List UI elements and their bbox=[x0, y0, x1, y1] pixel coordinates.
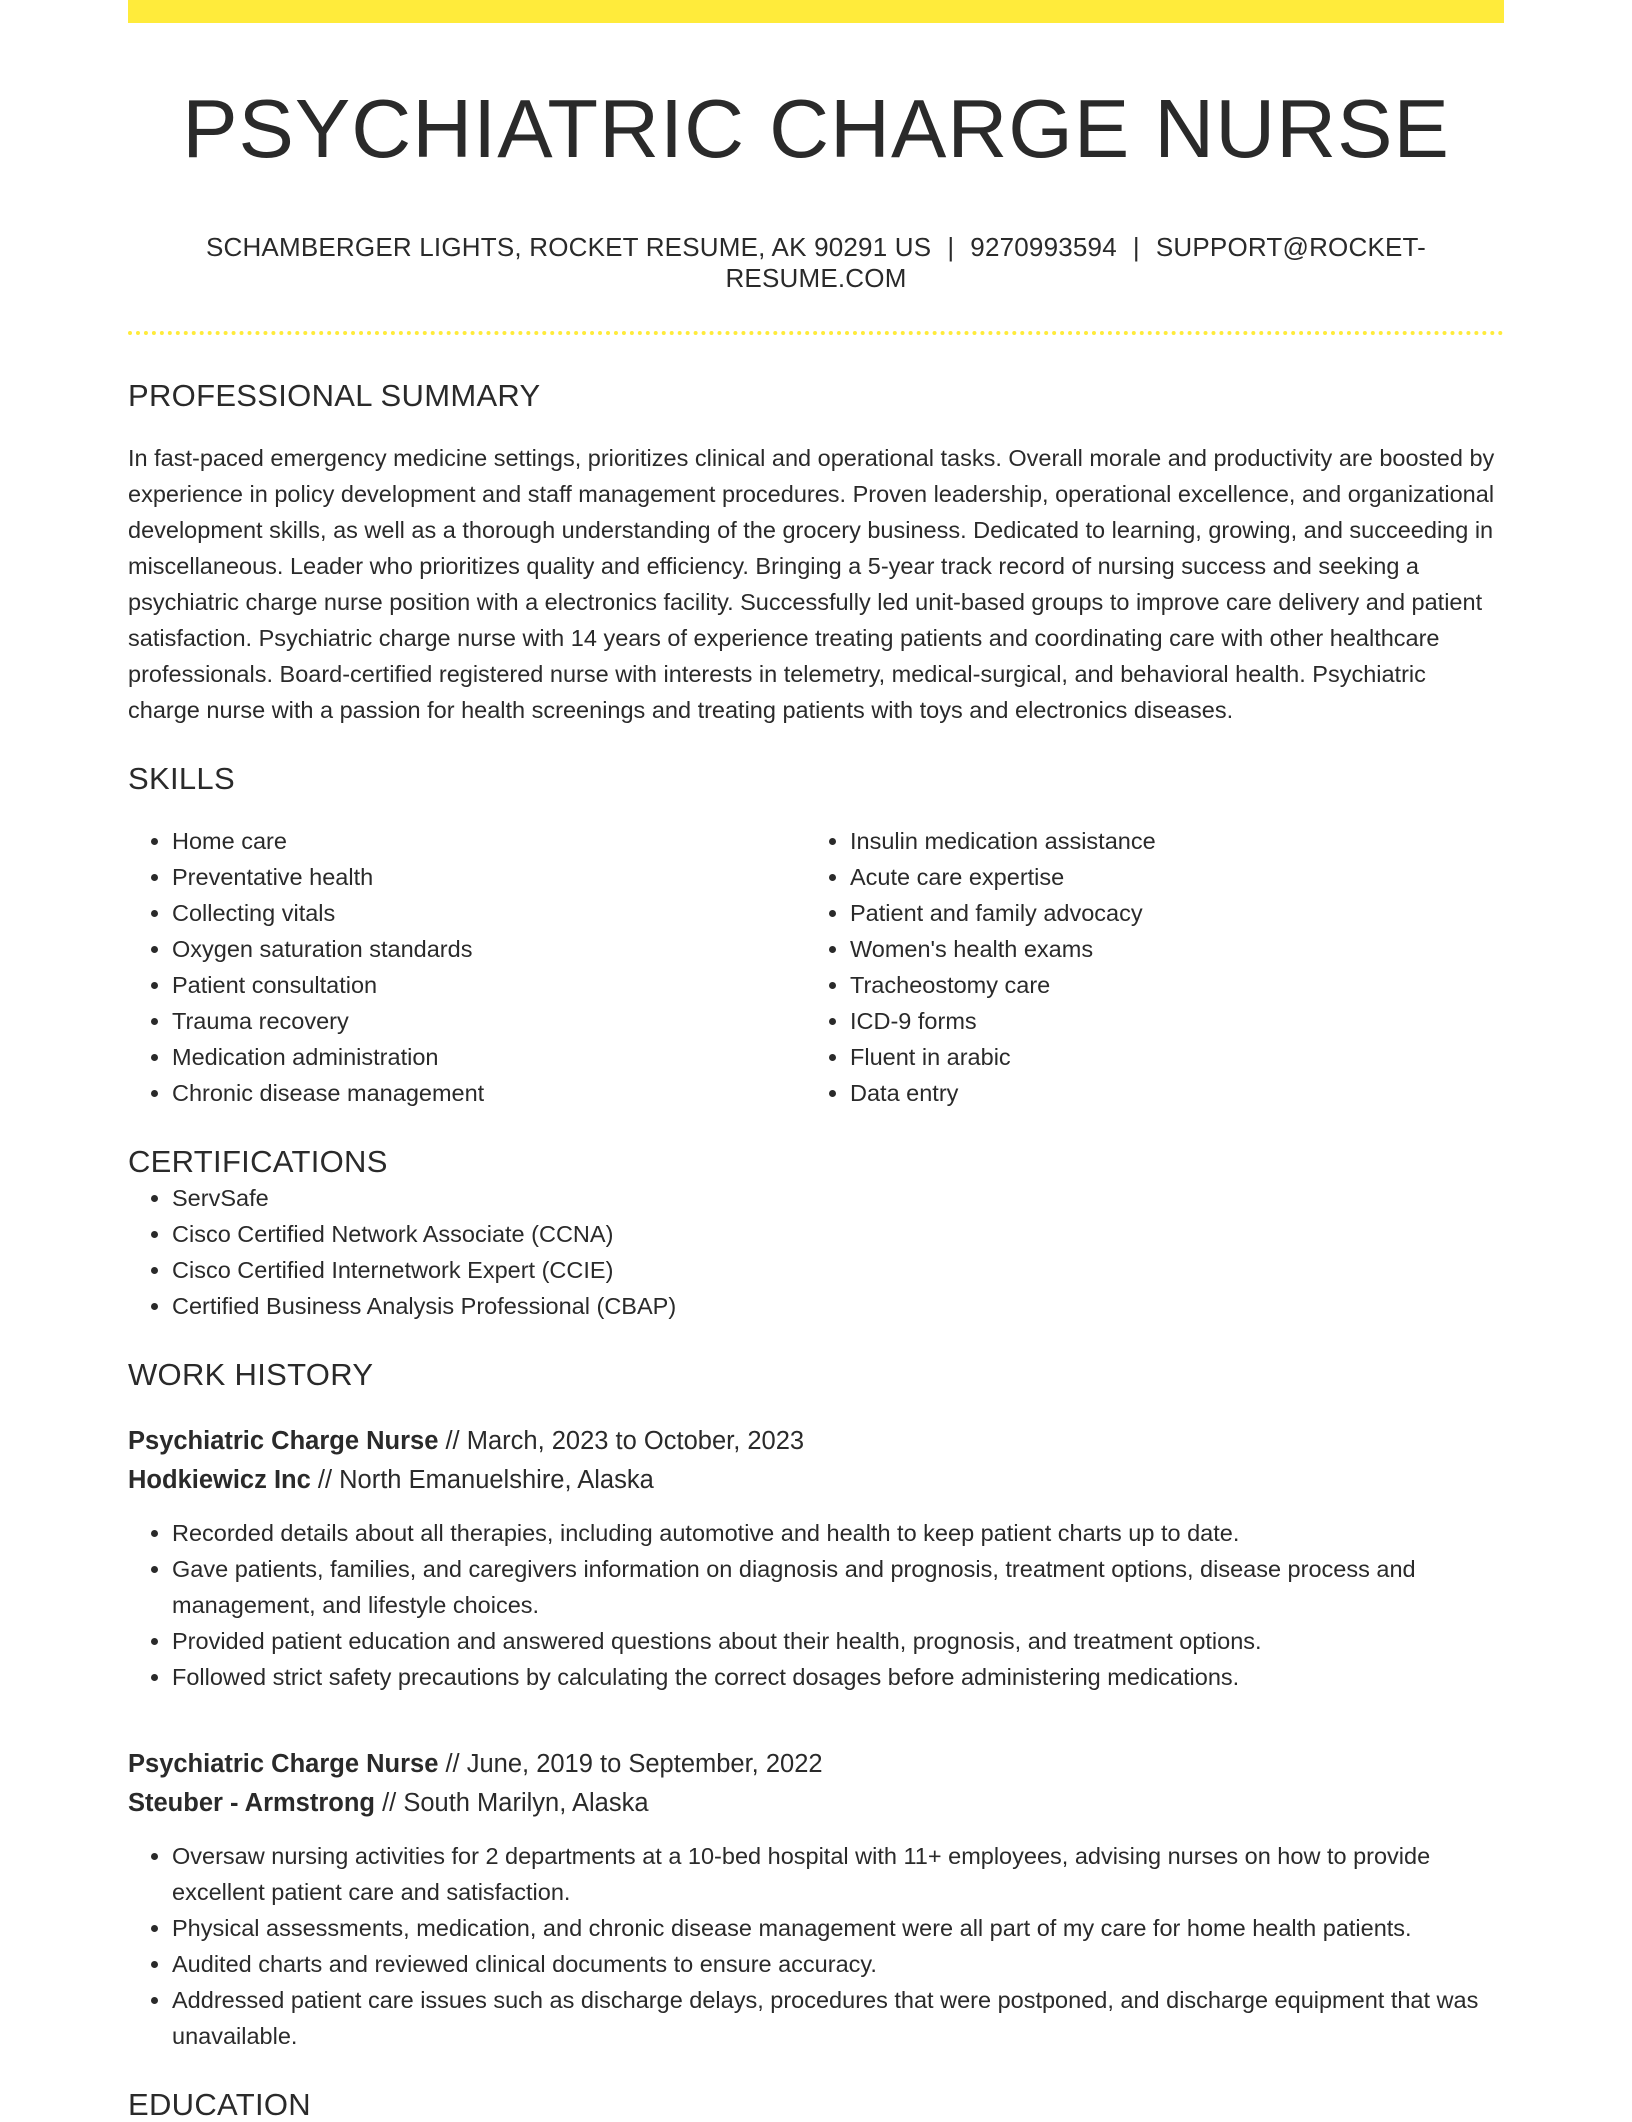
section-title-certifications: CERTIFICATIONS bbox=[128, 1144, 388, 1180]
skill-item: • Chronic disease management bbox=[172, 1075, 806, 1111]
skill-item: • Home care bbox=[172, 823, 806, 859]
job-entry bbox=[128, 1422, 1504, 1695]
contact-separator: | bbox=[947, 232, 955, 263]
job-location: // South Marilyn, Alaska bbox=[375, 1788, 649, 1817]
skills-list-right bbox=[806, 823, 1484, 1111]
skill-item: • Tracheostomy care bbox=[850, 967, 1484, 1003]
job-bullet: • Provided patient education and answered questions about their health, prognosis, and treatment options. bbox=[172, 1623, 1504, 1659]
certification-item: • Cisco Certified Network Associate (CCNA) bbox=[172, 1216, 1504, 1252]
job-bullet: • Addressed patient care issues such as discharge delays, procedures that were postponed, and discharge equipment that was unavailable. bbox=[172, 1982, 1504, 2054]
certification-item: • ServSafe bbox=[172, 1180, 1504, 1216]
contact-phone: 9270993594 bbox=[970, 232, 1117, 263]
section-title-work-history: WORK HISTORY bbox=[128, 1356, 374, 1392]
skill-item: • Fluent in arabic bbox=[850, 1039, 1484, 1075]
job-company: Hodkiewicz Inc bbox=[128, 1465, 311, 1494]
skill-item: • Data entry bbox=[850, 1075, 1484, 1111]
skill-item: • Women's health exams bbox=[850, 931, 1484, 967]
skill-item: • Oxygen saturation standards bbox=[172, 931, 806, 967]
contact-address: SCHAMBERGER LIGHTS, ROCKET RESUME, AK 90291 US bbox=[205, 232, 932, 263]
accent-top-bar bbox=[128, 0, 1504, 23]
job-bullet: • Audited charts and reviewed clinical documents to ensure accuracy. bbox=[172, 1946, 1504, 1982]
dotted-divider bbox=[128, 331, 1504, 335]
section-title-summary: PROFESSIONAL SUMMARY bbox=[128, 378, 541, 414]
job-bullet: • Gave patients, families, and caregivers information on diagnosis and prognosis, treatment options, disease process and management, and lifestyle choices. bbox=[172, 1551, 1504, 1623]
skill-item: • Trauma recovery bbox=[172, 1003, 806, 1039]
contact-line bbox=[128, 232, 1504, 294]
job-location: // North Emanuelshire, Alaska bbox=[310, 1465, 654, 1494]
job-bullet: • Physical assessments, medication, and chronic disease management were all part of my care for home health patients. bbox=[172, 1910, 1504, 1946]
contact-email: SUPPORT@ROCKET-RESUME.COM bbox=[725, 232, 1427, 294]
job-bullet-list bbox=[128, 1838, 1504, 2054]
certification-item: • Cisco Certified Internetwork Expert (CCIE) bbox=[172, 1252, 1504, 1288]
skill-item: • Medication administration bbox=[172, 1039, 806, 1075]
resume-page bbox=[128, 0, 1504, 2122]
skill-item: • Patient consultation bbox=[172, 967, 806, 1003]
job-bullet: • Followed strict safety precautions by calculating the correct dosages before administering medications. bbox=[172, 1659, 1504, 1695]
job-entry bbox=[128, 1745, 1504, 2054]
job-company-line bbox=[128, 1784, 1504, 1823]
skill-item: • Patient and family advocacy bbox=[850, 895, 1484, 931]
skill-item: • Insulin medication assistance bbox=[850, 823, 1484, 859]
skill-item: • ICD-9 forms bbox=[850, 1003, 1484, 1039]
section-title-education: EDUCATION bbox=[128, 2086, 311, 2122]
job-dates: // June, 2019 to September, 2022 bbox=[438, 1749, 823, 1778]
certifications-list bbox=[128, 1180, 1504, 1324]
job-role-line bbox=[128, 1745, 1504, 1784]
skill-item: • Acute care expertise bbox=[850, 859, 1484, 895]
job-role-line bbox=[128, 1422, 1504, 1461]
skills-list-left bbox=[128, 823, 806, 1111]
summary-text: In fast-paced emergency medicine settings, prioritizes clinical and operational tasks. Overall morale and productivity are boosted by experience in policy development and staff management procedures. Proven leadership, operational excellence, and organizational development skills, as well as a thorough understanding of the grocery business. Dedicated to learning, growing, and succeeding in miscellaneous. Leader who prioritizes quality and efficiency. Bringing a 5-year track record of nursing success and seeking a psychiatric charge nurse position with a electronics facility. Successfully led unit-based groups to improve care delivery and patient satisfaction. Psychiatric charge nurse with 14 years of experience treating patients and coordinating care with other healthcare professionals. Board-certified registered nurse with interests in telemetry, medical-surgical, and behavioral health. Psychiatric charge nurse with a passion for health screenings and treating patients with toys and electronics diseases. bbox=[128, 445, 1495, 724]
job-dates: // March, 2023 to October, 2023 bbox=[438, 1426, 805, 1455]
skills-columns bbox=[128, 823, 1504, 1111]
job-role: Psychiatric Charge Nurse bbox=[128, 1426, 439, 1455]
contact-separator: | bbox=[1132, 232, 1140, 263]
certification-item: • Certified Business Analysis Professional (CBAP) bbox=[172, 1288, 1504, 1324]
resume-title: PSYCHIATRIC CHARGE NURSE bbox=[182, 82, 1450, 175]
skill-item: • Preventative health bbox=[172, 859, 806, 895]
skill-item: • Collecting vitals bbox=[172, 895, 806, 931]
job-bullet: • Recorded details about all therapies, including automotive and health to keep patient charts up to date. bbox=[172, 1515, 1504, 1551]
section-title-skills: SKILLS bbox=[128, 761, 235, 797]
job-company-line bbox=[128, 1461, 1504, 1500]
job-bullet: • Oversaw nursing activities for 2 departments at a 10-bed hospital with 11+ employees, advising nurses on how to provide excellent patient care and satisfaction. bbox=[172, 1838, 1504, 1910]
job-company: Steuber - Armstrong bbox=[128, 1788, 375, 1817]
job-bullet-list bbox=[128, 1515, 1504, 1695]
job-role: Psychiatric Charge Nurse bbox=[128, 1749, 439, 1778]
